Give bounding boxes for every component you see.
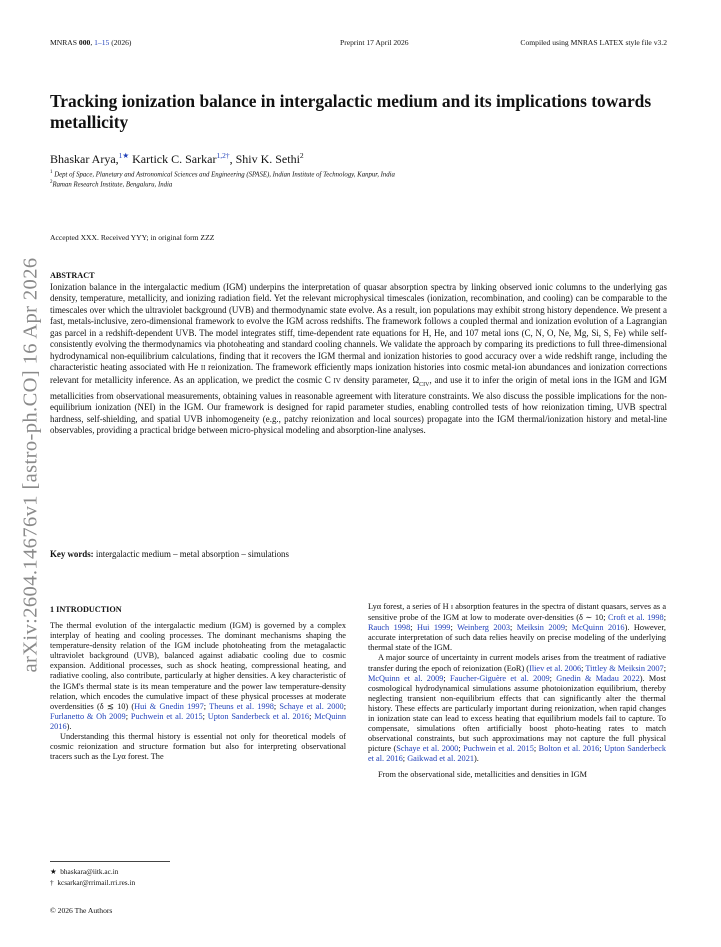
author-3: Shiv K. Sethi <box>235 152 300 166</box>
keywords-text: intergalactic medium – metal absorption – simulations <box>95 549 289 559</box>
citation-link[interactable]: Upton Sanderbeck et al. 2016 <box>207 711 310 721</box>
citation-link[interactable]: Schaye et al. 2000 <box>279 701 344 711</box>
citation-link[interactable]: Iliev et al. 2006 <box>529 663 582 673</box>
citation-link[interactable]: Puchwein et al. 2015 <box>463 744 534 754</box>
author-2: Kartick C. Sarkar <box>132 152 217 166</box>
author-list: Bhaskar Arya,$^{1★}$ Kartick C. Sarkar$^{1,2\dagger}$, Shiv K. Sethi$^2$ <box>50 151 304 166</box>
citation-link[interactable]: Rauch 1998 <box>368 623 411 633</box>
author-2-affil-mark[interactable]: 1,2 <box>216 151 226 160</box>
author-1-mark[interactable]: 1★ <box>118 151 130 160</box>
intro-paragraph-2: Understanding this thermal history is essential not only for theoretical models of cosmic reionization and structure formation but also for interpreting observational tracers such as the Lyα forest. The <box>50 732 346 762</box>
citation-link[interactable]: Upton Sanderbeck et al. 2016 <box>368 744 666 764</box>
keywords <box>50 549 289 559</box>
acceptance-note: Accepted XXX. Received YYY; in original form ZZZ <box>50 233 215 242</box>
running-header <box>50 38 667 50</box>
journal-ref: MNRAS 000, 1–15 (2026) <box>50 38 132 47</box>
section-heading-introduction: 1 INTRODUCTION <box>50 605 122 614</box>
citation-link[interactable]: Theuns et al. 1998 <box>209 701 274 711</box>
intro-paragraph-5: From the observational side, metallicities and densities in IGM <box>378 769 587 779</box>
copyright-notice: © 2026 The Authors <box>50 906 113 915</box>
citation-link[interactable]: Schaye et al. 2000 <box>396 744 459 754</box>
citation-link[interactable]: Bolton et al. 2016 <box>538 744 600 754</box>
compiled-note: Compiled using MNRAS LATEX style file v3.2 <box>520 38 667 47</box>
citation-link[interactable]: Tittley & Meiksin 2007 <box>585 663 664 673</box>
preprint-date: Preprint 17 April 2026 <box>340 38 409 47</box>
citation-link[interactable]: Gnedin & Madau 2022 <box>556 673 640 683</box>
citation-link[interactable]: McQuinn et al. 2009 <box>368 673 444 683</box>
abstract-heading: ABSTRACT <box>50 271 95 280</box>
author-2-footnote-mark[interactable]: † <box>225 151 230 160</box>
citation-link[interactable]: Furlanetto & Oh 2009 <box>50 711 126 721</box>
intro-paragraph-3: Lyα forest, a series of H I absorption features in the spectra of distant quasars, serves as a sensitive probe of the IGM at low to moderate over-densities (δ ∼ 10; Croft et al. 1998; Rauch 1998; Hui 1999; Weinberg 2003; Meiksin 2009; McQuinn 2016). However, accurate interpretation of such data relies heavily on precise modeling of the underlying thermal state of the IGM. <box>368 602 667 653</box>
citation-link[interactable]: Weinberg 2003 <box>457 623 510 633</box>
citation-link[interactable]: Hui & Gnedin 1997 <box>134 701 204 711</box>
affiliation-1: $^1$ Dept of Space, Planetary and Astronomical Sciences and Engineering (SPASE), Indian Institute of Technology, Kanpur, India <box>50 170 395 179</box>
citation-link[interactable]: Puchwein et al. 2015 <box>130 711 203 721</box>
paper-title: Tracking ionization balance in intergalactic medium and its implications towards metallicity <box>50 91 652 132</box>
footnote-email-1: ★ bhaskara@iitk.ac.in <box>50 867 119 876</box>
affiliation-2: $^2$Raman Research Institute, Bengaluru, India <box>50 180 173 189</box>
author-1: Bhaskar Arya, <box>50 152 119 166</box>
left-column <box>50 605 346 762</box>
intro-paragraph-4: A major source of uncertainty in current models arises from the treatment of radiative transfer during the epoch of reionization (EoR) (Iliev et al. 2006; Tittley & Meiksin 2007; McQuinn et al. 2009; Faucher-Giguère et al. 2009; Gnedin & Madau 2022). Most cosmological hydrodynamical simulations assume photoionization equilibrium, thereby neglecting transient non-equilibrium effects that can significantly alter the thermal history. These effects are particularly important during reionization, when rapid changes in ionization state can lead to excess heating that equilibrium models fail to capture. To compensate, simulations often artificially boost photo-heating rates to match observational constraints, but such approximations may not capture the full physical picture (Schaye et al. 2000; Puchwein et al. 2015; Bolton et al. 2016; Upton Sanderbeck et al. 2016; Gaikwad et al. 2021). <box>368 653 666 764</box>
citation-link[interactable]: Faucher-Giguère et al. 2009 <box>450 673 550 683</box>
arxiv-stamp <box>16 232 46 697</box>
abstract-text: Ionization balance in the intergalactic medium (IGM) underpins the interpretation of quasar absorption spectra by linking observed ionic columns to the underlying gas density, temperature, metallicity, and ionizing radiation field. Yet the relevant microphysical timescales (ionization, recombination, and cooling) can be comparable to the timescales over which the ultraviolet background (UVB) and thermodynamic state evolve. As a result, ion populations may exhibit strong history dependence. We present a fast, metals-inclusive, zero-dimensional framework to evolve the IGM across redshifts. The framework follows a coupled thermal and ionization evolution of a Lagrangian gas parcel in a redshift-dependent UVB. The model integrates stiff, time-dependent rate equations for H, He, and 107 metal ions (C, N, O, Ne, Mg, Si, S, Fe) while self-consistently evolving the thermodynamics via photoheating and standard cooling channels. We validate the approach by comparing its predictions to full three-dimensional hydrodynamical non-equilibrium calculations, finding that it recovers the IGM thermal and ionization histories to good accuracy over a wide redshift range, including the characteristic heating associated with He II reionization. The framework efficiently maps ionization histories into cosmic metal-ion abundances and ionization corrections relevant for metallicity inference. As an application, we predict the cosmic C IV density parameter, $\Omega_{CIV}$, and use it to infer the origin of metal ions in the IGM and IGM metallicities from observational measurements, obtaining values in reasonable agreement with literature constraints. We also discuss the possible implications for the non-equilibrium ionization (NEI) in the IGM. Our framework is designed for rapid parameter studies, enabling controlled tests of how reionization timing, UVB spectral hardness, self-shielding, and spatial UVB inhomogeneity (e.g., patchy reionization and local sources) propagate into the IGM thermal/ionization history and metal-line observables, providing a practical bridge between micro-physical modeling and absorption-line analyses. <box>50 282 668 436</box>
author-3-affil-mark: 2 <box>299 151 304 160</box>
arxiv-stamp-text: arXiv:2604.14676v1 [astro-ph.CO] 16 Apr 2026 <box>19 256 42 673</box>
page-range-link[interactable]: 1–15 <box>94 38 110 47</box>
intro-paragraph-1: The thermal evolution of the intergalactic medium (IGM) is governed by a complex interplay of heating and cooling processes. The dominant mechanisms shaping the temperature-density relation of the IGM include photoheating from the metagalactic ultraviolet background (UVB), balanced against adiabatic cooling due to cosmic expansion. Additional processes, such as shock heating, compressional heating, and radiative cooling, also contribute, particularly at higher densities. A key characteristic of the IGM's thermal state is its mean temperature and the power law temperature-density relation, which encodes the cumulative impact of these physical processes at moderate overdensities (δ ≲ 10) (Hui & Gnedin 1997; Theuns et al. 1998; Schaye et al. 2000; Furlanetto & Oh 2009; Puchwein et al. 2015; Upton Sanderbeck et al. 2016; McQuinn 2016). <box>50 621 347 731</box>
citation-link[interactable]: McQuinn 2016 <box>50 711 347 731</box>
citation-link[interactable]: McQuinn 2016 <box>571 623 625 633</box>
citation-link[interactable]: Croft et al. 1998 <box>608 613 664 623</box>
keywords-label: Key words: <box>50 549 94 559</box>
citation-link[interactable]: Meiksin 2009 <box>516 623 565 633</box>
footnotes <box>50 866 346 888</box>
citation-link[interactable]: Hui 1999 <box>416 623 451 633</box>
footnote-rule <box>50 861 170 862</box>
right-column <box>368 602 666 780</box>
footnote-email-2: † kcsarkar@rrimail.rri.res.in <box>50 878 136 887</box>
citation-link[interactable]: Gaikwad et al. 2021 <box>407 754 475 764</box>
